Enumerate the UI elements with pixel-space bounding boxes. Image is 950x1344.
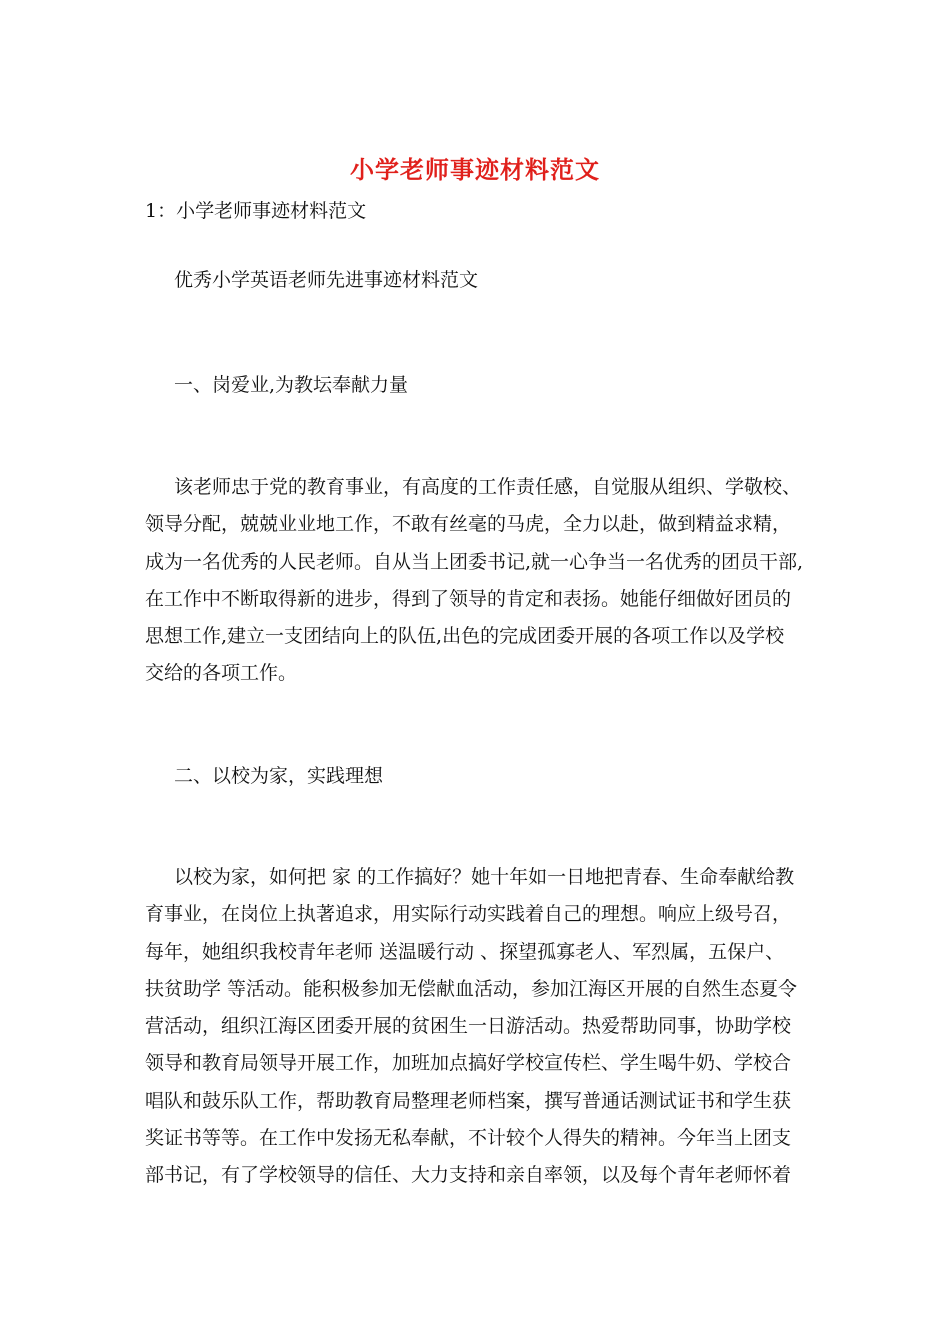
paragraph-line: 以校为家，如何把 家 的工作搞好？她十年如一日地把青春、生命奉献给教: [174, 866, 795, 888]
section-2-heading: 二、以校为家，实践理想: [174, 765, 384, 787]
paragraph-line: 部书记，有了学校领导的信任、大力支持和亲自率领，以及每个青年老师怀着: [145, 1164, 792, 1187]
paragraph-line: 领导和教育局领导开展工作，加班加点搞好学校宣传栏、学生喝牛奶、学校合: [145, 1052, 792, 1075]
paragraph-line: 领导分配，兢兢业业地工作，不敢有丝毫的马虎，全力以赴，做到精益求精，: [145, 513, 792, 536]
paragraph-line: 每年，她组织我校青年老师 送温暖行动 、探望孤寡老人、军烈属，五保户、: [145, 940, 785, 963]
paragraph-line: 奖证书等等。在工作中发扬无私奉献，不计较个人得失的精神。今年当上团支: [145, 1127, 792, 1150]
paragraph-line: 交给的各项工作。: [145, 662, 298, 685]
paragraph-line: 成为一名优秀的人民老师。自从当上团委书记,就一心争当一名优秀的团员干部,: [145, 550, 804, 573]
paragraph-line: 在工作中不断取得新的进步，得到了领导的肯定和表扬。她能仔细做好团员的: [145, 587, 792, 610]
section-1-paragraph: [145, 469, 825, 693]
paragraph-line: 思想工作,建立一支团结向上的队伍,出色的完成团委开展的各项工作以及学校: [145, 625, 785, 648]
document-title: 小学老师事迹材料范文: [350, 155, 600, 184]
numbered-heading: 1：小学老师事迹材料范文: [145, 200, 367, 222]
document-subtitle: 优秀小学英语老师先进事迹材料范文: [174, 269, 479, 291]
paragraph-line: 营活动，组织江海区团委开展的贫困生一日游活动。热爱帮助同事，协助学校: [145, 1015, 792, 1038]
paragraph-line: 唱队和鼓乐队工作，帮助教育局整理老师档案，撰写普通话测试证书和学生获: [145, 1089, 792, 1112]
paragraph-line: 该老师忠于党的教育事业，有高度的工作责任感，自觉服从组织、学敬校、: [174, 476, 802, 498]
paragraph-line: 育事业，在岗位上执著追求，用实际行动实践着自己的理想。响应上级号召，: [145, 903, 792, 926]
section-2-paragraph: [145, 859, 825, 1195]
section-1-heading: 一、岗爱业,为教坛奉献力量: [174, 374, 409, 396]
paragraph-line: 扶贫助学 等活动。能积极参加无偿献血活动，参加江海区开展的自然生态夏令: [145, 977, 798, 1000]
